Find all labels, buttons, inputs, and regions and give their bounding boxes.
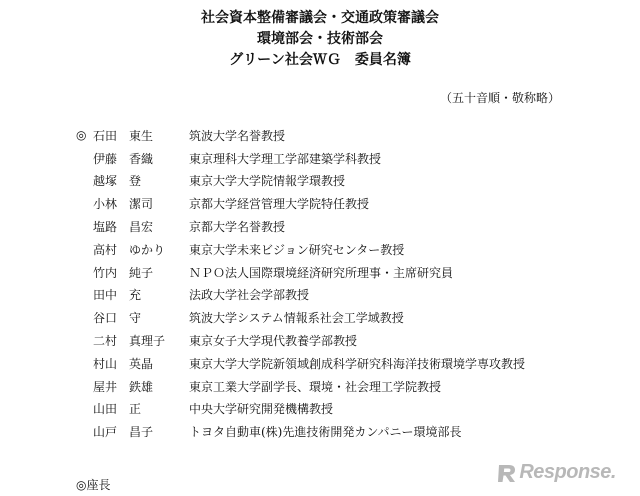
- member-affiliation: 法政大学社会学部教授: [189, 288, 310, 303]
- member-affiliation: 東京大学大学院新領域創成科学研究科海洋技術環境学専攻教授: [189, 356, 526, 371]
- member-name: 高村 ゆかり: [93, 242, 166, 257]
- response-logo-icon: [496, 462, 518, 484]
- member-name: 村山 英晶: [93, 356, 154, 371]
- member-name: 二村 真理子: [93, 334, 166, 349]
- member-name: 小林 潔司: [93, 197, 154, 212]
- member-affiliation: 中央大学研究開発機構教授: [189, 402, 334, 417]
- title-line-3: グリーン社会ＷＧ 委員名簿: [229, 52, 411, 68]
- member-affiliation: 京都大学名誉教授: [189, 220, 286, 235]
- member-row: [76, 238, 525, 261]
- title-line-1: 社会資本整備審議会・交通政策審議会: [201, 10, 439, 26]
- member-affiliation: 東京大学未来ビジョン研究センター教授: [189, 242, 405, 257]
- member-row: [76, 147, 525, 170]
- member-affiliation: 筑波大学名誉教授: [189, 128, 286, 143]
- member-affiliation: ＮＰＯ法人国際環境経済研究所理事・主席研究員: [189, 265, 454, 280]
- member-row: [76, 124, 525, 147]
- member-name: 山戸 昌子: [93, 425, 154, 440]
- member-name: 屋井 鉄雄: [93, 379, 154, 394]
- member-name: 谷口 守: [93, 311, 142, 326]
- chair-footnote: ◎座長: [76, 478, 111, 492]
- member-name: 伊藤 香織: [93, 151, 154, 166]
- member-row: [76, 420, 525, 443]
- document-header: [0, 8, 640, 71]
- member-row: [76, 170, 525, 193]
- member-name: 塩路 昌宏: [93, 220, 154, 235]
- member-row: [76, 284, 525, 307]
- member-affiliation: 京都大学経営管理大学院特任教授: [189, 197, 370, 212]
- member-row: [76, 215, 525, 238]
- member-name: 竹内 純子: [93, 265, 154, 280]
- member-affiliation: 東京理科大学理工学部建築学科教授: [189, 151, 382, 166]
- member-row: [76, 352, 525, 375]
- member-affiliation: トヨタ自動車(株)先進技術開発カンパニー環境部長: [189, 425, 462, 440]
- member-row: [76, 261, 525, 284]
- title-line-2: 環境部会・技術部会: [257, 31, 383, 47]
- member-affiliation: 筑波大学システム情報系社会工学域教授: [189, 311, 404, 326]
- member-name: 田中 充: [93, 288, 142, 303]
- member-row: [76, 375, 525, 398]
- response-watermark: [496, 461, 616, 484]
- chair-mark: ◎: [76, 128, 87, 143]
- member-row: [76, 192, 525, 215]
- member-affiliation: 東京女子大学現代教養学部教授: [189, 334, 358, 349]
- watermark-text: Response.: [519, 461, 616, 483]
- ordering-note: （五十音順・敬称略）: [439, 91, 560, 105]
- member-affiliation: 東京大学大学院情報学環教授: [189, 174, 346, 189]
- member-row: [76, 306, 525, 329]
- member-row: [76, 329, 525, 352]
- member-name: 石田 東生: [93, 128, 154, 143]
- member-row: [76, 398, 525, 421]
- member-affiliation: 東京工業大学副学長、環境・社会理工学院教授: [189, 379, 442, 394]
- member-name: 越塚 登: [93, 174, 142, 189]
- member-name: 山田 正: [93, 402, 142, 417]
- member-list: [76, 124, 525, 443]
